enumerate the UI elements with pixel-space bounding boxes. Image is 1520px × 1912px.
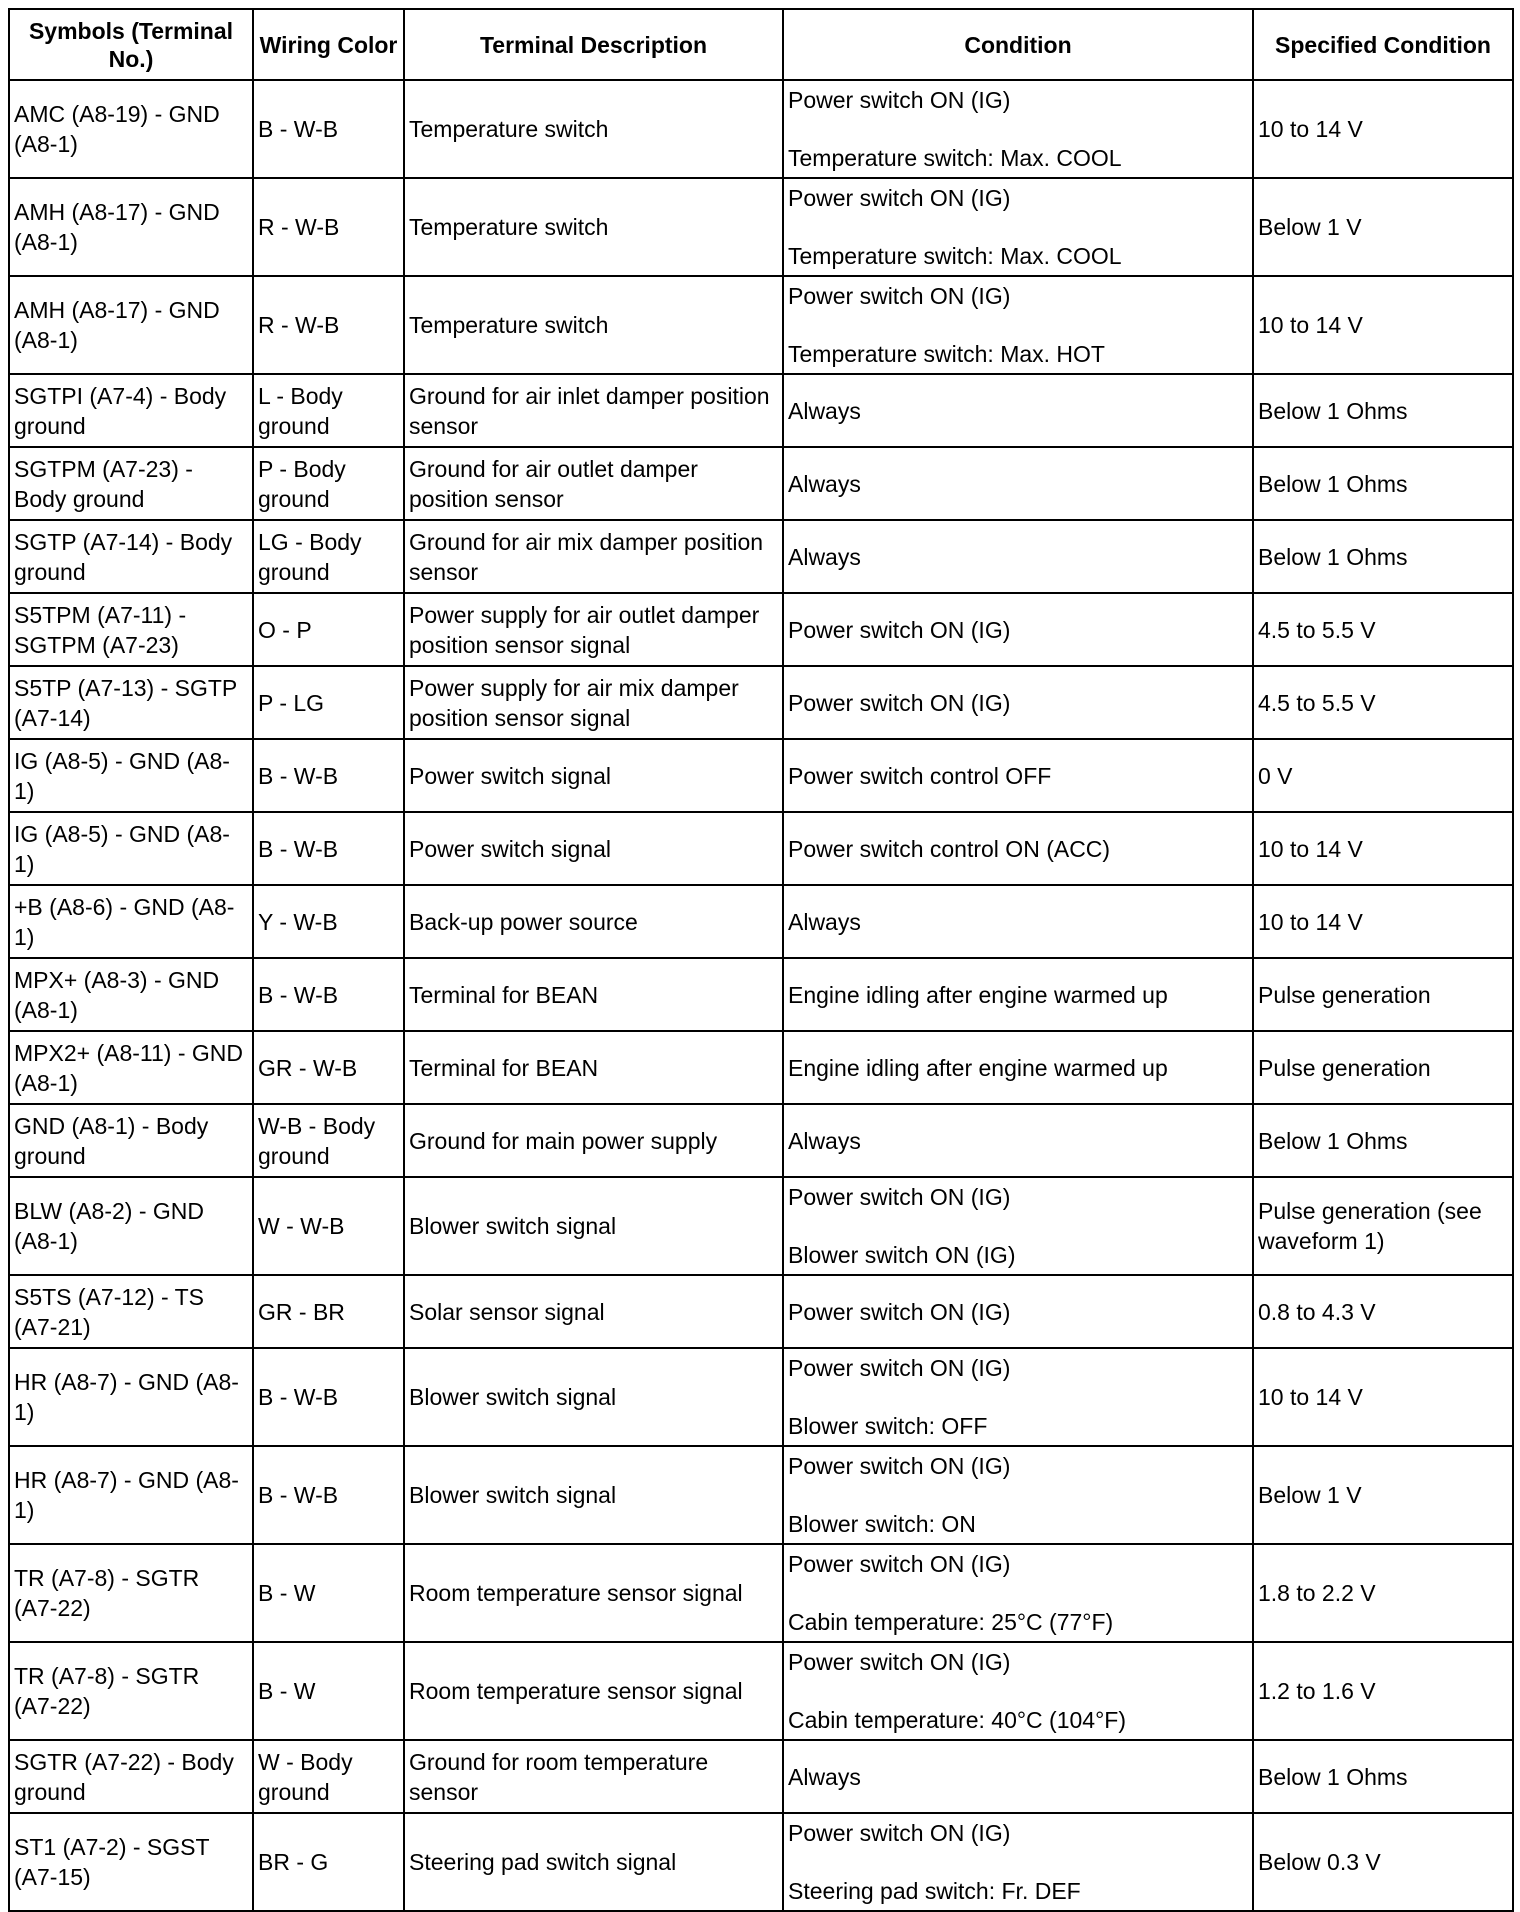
- condition-lines: [788, 1182, 1248, 1270]
- cell-terminal-description: Temperature switch: [404, 80, 783, 178]
- condition-line: Power switch ON (IG): [788, 1355, 1011, 1381]
- cell-wiring-color: P - LG: [253, 666, 404, 739]
- cell-specified-condition: Below 1 Ohms: [1253, 1104, 1513, 1177]
- cell-terminal-description: Terminal for BEAN: [404, 958, 783, 1031]
- cell-condition: Power switch ON (IG): [783, 593, 1253, 666]
- cell-symbol: S5TPM (A7-11) - SGTPM (A7-23): [9, 593, 253, 666]
- condition-lines: [788, 1818, 1248, 1906]
- cell-wiring-color: B - W-B: [253, 958, 404, 1031]
- cell-wiring-color: B - W: [253, 1544, 404, 1642]
- cell-symbol: MPX+ (A8-3) - GND (A8-1): [9, 958, 253, 1031]
- table-row: [9, 1446, 1513, 1544]
- cell-wiring-color: GR - W-B: [253, 1031, 404, 1104]
- cell-condition: Always: [783, 1104, 1253, 1177]
- condition-line: Temperature switch: Max. COOL: [788, 145, 1122, 171]
- table-row: [9, 958, 1513, 1031]
- table-row: [9, 447, 1513, 520]
- cell-symbol: IG (A8-5) - GND (A8-1): [9, 812, 253, 885]
- cell-wiring-color: P - Body ground: [253, 447, 404, 520]
- table-row: [9, 666, 1513, 739]
- cell-wiring-color: O - P: [253, 593, 404, 666]
- cell-symbol: IG (A8-5) - GND (A8-1): [9, 739, 253, 812]
- cell-condition: [783, 1446, 1253, 1544]
- cell-condition: [783, 1642, 1253, 1740]
- cell-condition: [783, 1348, 1253, 1446]
- condition-lines: [788, 1647, 1248, 1735]
- cell-symbol: AMH (A8-17) - GND (A8-1): [9, 178, 253, 276]
- cell-symbol: MPX2+ (A8-11) - GND (A8-1): [9, 1031, 253, 1104]
- condition-line: Blower switch: ON: [788, 1511, 976, 1537]
- cell-symbol: TR (A7-8) - SGTR (A7-22): [9, 1544, 253, 1642]
- cell-specified-condition: 10 to 14 V: [1253, 1348, 1513, 1446]
- cell-condition: Engine idling after engine warmed up: [783, 1031, 1253, 1104]
- terminal-inspection-table: [8, 8, 1514, 1912]
- cell-condition: Always: [783, 520, 1253, 593]
- cell-terminal-description: Blower switch signal: [404, 1177, 783, 1275]
- cell-specified-condition: 10 to 14 V: [1253, 276, 1513, 374]
- cell-specified-condition: Below 1 V: [1253, 1446, 1513, 1544]
- cell-terminal-description: Steering pad switch signal: [404, 1813, 783, 1911]
- cell-terminal-description: Temperature switch: [404, 178, 783, 276]
- condition-lines: [788, 1549, 1248, 1637]
- cell-terminal-description: Power switch signal: [404, 739, 783, 812]
- header-specified-condition: Specified Condition: [1253, 9, 1513, 80]
- cell-symbol: +B (A8-6) - GND (A8-1): [9, 885, 253, 958]
- cell-wiring-color: GR - BR: [253, 1275, 404, 1348]
- cell-wiring-color: R - W-B: [253, 178, 404, 276]
- cell-wiring-color: B - W-B: [253, 80, 404, 178]
- cell-symbol: GND (A8-1) - Body ground: [9, 1104, 253, 1177]
- header-wiring-color: Wiring Color: [253, 9, 404, 80]
- header-condition: Condition: [783, 9, 1253, 80]
- condition-line: Power switch ON (IG): [788, 1820, 1011, 1846]
- cell-condition: Always: [783, 885, 1253, 958]
- cell-specified-condition: 1.8 to 2.2 V: [1253, 1544, 1513, 1642]
- condition-line: Power switch ON (IG): [788, 1649, 1011, 1675]
- cell-specified-condition: 10 to 14 V: [1253, 885, 1513, 958]
- cell-wiring-color: W - W-B: [253, 1177, 404, 1275]
- cell-symbol: BLW (A8-2) - GND (A8-1): [9, 1177, 253, 1275]
- cell-specified-condition: 1.2 to 1.6 V: [1253, 1642, 1513, 1740]
- cell-condition: Power switch control ON (ACC): [783, 812, 1253, 885]
- cell-wiring-color: BR - G: [253, 1813, 404, 1911]
- table-row: [9, 374, 1513, 447]
- table-body: [9, 80, 1513, 1911]
- cell-specified-condition: 0 V: [1253, 739, 1513, 812]
- cell-terminal-description: Ground for air inlet damper position sensor: [404, 374, 783, 447]
- table-row: [9, 276, 1513, 374]
- cell-symbol: SGTR (A7-22) - Body ground: [9, 1740, 253, 1813]
- cell-specified-condition: Below 1 Ohms: [1253, 447, 1513, 520]
- cell-wiring-color: B - W-B: [253, 812, 404, 885]
- cell-condition: [783, 80, 1253, 178]
- cell-wiring-color: R - W-B: [253, 276, 404, 374]
- cell-terminal-description: Temperature switch: [404, 276, 783, 374]
- condition-line: Power switch ON (IG): [788, 87, 1011, 113]
- table-row: [9, 739, 1513, 812]
- table-row: [9, 1104, 1513, 1177]
- table-row: [9, 1031, 1513, 1104]
- cell-symbol: TR (A7-8) - SGTR (A7-22): [9, 1642, 253, 1740]
- cell-specified-condition: Pulse generation: [1253, 958, 1513, 1031]
- cell-specified-condition: Pulse generation: [1253, 1031, 1513, 1104]
- condition-line: Temperature switch: Max. HOT: [788, 341, 1105, 367]
- table-row: [9, 1348, 1513, 1446]
- cell-condition: [783, 1813, 1253, 1911]
- cell-condition: Power switch ON (IG): [783, 666, 1253, 739]
- table-row: [9, 1544, 1513, 1642]
- cell-terminal-description: Back-up power source: [404, 885, 783, 958]
- condition-lines: [788, 281, 1248, 369]
- table-row: [9, 1177, 1513, 1275]
- condition-lines: [788, 183, 1248, 271]
- cell-condition: Always: [783, 374, 1253, 447]
- cell-terminal-description: Blower switch signal: [404, 1446, 783, 1544]
- condition-line: Power switch ON (IG): [788, 1551, 1011, 1577]
- cell-wiring-color: W - Body ground: [253, 1740, 404, 1813]
- cell-symbol: S5TS (A7-12) - TS (A7-21): [9, 1275, 253, 1348]
- cell-condition: [783, 276, 1253, 374]
- condition-lines: [788, 1353, 1248, 1441]
- cell-terminal-description: Ground for main power supply: [404, 1104, 783, 1177]
- cell-condition: [783, 178, 1253, 276]
- cell-specified-condition: Below 1 V: [1253, 178, 1513, 276]
- condition-lines: [788, 85, 1248, 173]
- table-row: [9, 520, 1513, 593]
- cell-terminal-description: Power supply for air outlet damper position sensor signal: [404, 593, 783, 666]
- cell-terminal-description: Blower switch signal: [404, 1348, 783, 1446]
- table-row: [9, 80, 1513, 178]
- cell-terminal-description: Power switch signal: [404, 812, 783, 885]
- cell-wiring-color: B - W-B: [253, 739, 404, 812]
- condition-line: Blower switch ON (IG): [788, 1242, 1016, 1268]
- condition-line: Power switch ON (IG): [788, 1453, 1011, 1479]
- cell-condition: [783, 1544, 1253, 1642]
- condition-lines: [788, 1451, 1248, 1539]
- table-row: [9, 1275, 1513, 1348]
- condition-line: Power switch ON (IG): [788, 1184, 1011, 1210]
- cell-terminal-description: Ground for air mix damper position sensor: [404, 520, 783, 593]
- cell-wiring-color: B - W: [253, 1642, 404, 1740]
- cell-specified-condition: 10 to 14 V: [1253, 812, 1513, 885]
- table-row: [9, 812, 1513, 885]
- cell-specified-condition: Pulse generation (see waveform 1): [1253, 1177, 1513, 1275]
- cell-terminal-description: Ground for room temperature sensor: [404, 1740, 783, 1813]
- cell-wiring-color: Y - W-B: [253, 885, 404, 958]
- condition-line: Steering pad switch: Fr. DEF: [788, 1878, 1081, 1904]
- cell-specified-condition: 0.8 to 4.3 V: [1253, 1275, 1513, 1348]
- cell-wiring-color: W-B - Body ground: [253, 1104, 404, 1177]
- cell-condition: Power switch control OFF: [783, 739, 1253, 812]
- table-header-row: [9, 9, 1513, 80]
- cell-terminal-description: Power supply for air mix damper position sensor signal: [404, 666, 783, 739]
- table-row: [9, 885, 1513, 958]
- cell-specified-condition: Below 1 Ohms: [1253, 1740, 1513, 1813]
- cell-wiring-color: B - W-B: [253, 1446, 404, 1544]
- condition-line: Blower switch: OFF: [788, 1413, 988, 1439]
- cell-condition: Engine idling after engine warmed up: [783, 958, 1253, 1031]
- header-terminal-description: Terminal Description: [404, 9, 783, 80]
- cell-condition: Power switch ON (IG): [783, 1275, 1253, 1348]
- table-row: [9, 1813, 1513, 1911]
- cell-specified-condition: 4.5 to 5.5 V: [1253, 666, 1513, 739]
- table-row: [9, 1740, 1513, 1813]
- cell-terminal-description: Solar sensor signal: [404, 1275, 783, 1348]
- cell-specified-condition: 10 to 14 V: [1253, 80, 1513, 178]
- cell-wiring-color: L - Body ground: [253, 374, 404, 447]
- cell-condition: [783, 1177, 1253, 1275]
- cell-specified-condition: Below 1 Ohms: [1253, 520, 1513, 593]
- cell-symbol: AMH (A8-17) - GND (A8-1): [9, 276, 253, 374]
- header-symbols: Symbols (Terminal No.): [9, 9, 253, 80]
- cell-symbol: SGTPM (A7-23) - Body ground: [9, 447, 253, 520]
- cell-wiring-color: B - W-B: [253, 1348, 404, 1446]
- condition-line: Power switch ON (IG): [788, 283, 1011, 309]
- cell-specified-condition: Below 1 Ohms: [1253, 374, 1513, 447]
- cell-symbol: SGTPI (A7-4) - Body ground: [9, 374, 253, 447]
- cell-terminal-description: Room temperature sensor signal: [404, 1642, 783, 1740]
- cell-symbol: ST1 (A7-2) - SGST (A7-15): [9, 1813, 253, 1911]
- cell-symbol: HR (A8-7) - GND (A8-1): [9, 1446, 253, 1544]
- cell-specified-condition: Below 0.3 V: [1253, 1813, 1513, 1911]
- cell-symbol: AMC (A8-19) - GND (A8-1): [9, 80, 253, 178]
- condition-line: Power switch ON (IG): [788, 185, 1011, 211]
- table-row: [9, 1642, 1513, 1740]
- cell-wiring-color: LG - Body ground: [253, 520, 404, 593]
- condition-line: Cabin temperature: 40°C (104°F): [788, 1707, 1126, 1733]
- table-row: [9, 178, 1513, 276]
- terminal-table-container: [8, 8, 1512, 1912]
- cell-terminal-description: Ground for air outlet damper position sensor: [404, 447, 783, 520]
- cell-symbol: HR (A8-7) - GND (A8-1): [9, 1348, 253, 1446]
- condition-line: Temperature switch: Max. COOL: [788, 243, 1122, 269]
- cell-condition: Always: [783, 447, 1253, 520]
- cell-terminal-description: Terminal for BEAN: [404, 1031, 783, 1104]
- table-row: [9, 593, 1513, 666]
- cell-specified-condition: 4.5 to 5.5 V: [1253, 593, 1513, 666]
- cell-symbol: SGTP (A7-14) - Body ground: [9, 520, 253, 593]
- cell-terminal-description: Room temperature sensor signal: [404, 1544, 783, 1642]
- condition-line: Cabin temperature: 25°C (77°F): [788, 1609, 1114, 1635]
- cell-condition: Always: [783, 1740, 1253, 1813]
- cell-symbol: S5TP (A7-13) - SGTP (A7-14): [9, 666, 253, 739]
